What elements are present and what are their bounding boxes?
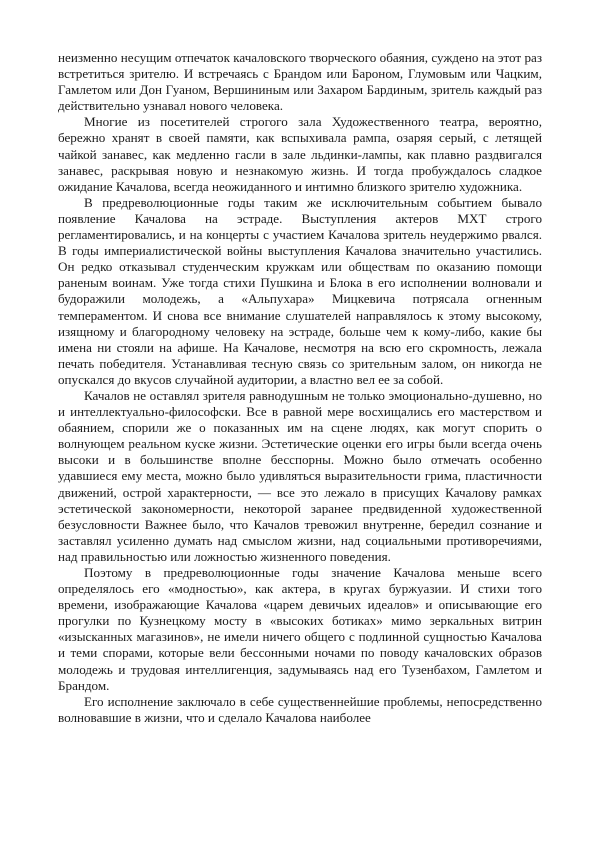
paragraph-2: Многие из посетителей строгого зала Художественного театра, вероятно, бережно хранят в своей памяти, как вспыхивала рампа, озаряя серый, с летящей чайкой занавес, как медленно гасли в зале льдинки-лампы, как плавно раздвигался занавес, раскрывая новую и незнакомую жизнь. И тогда пробуждалось сладкое ожидание Качалова, всегда неожиданного и интимно близкого зрителю художника.: [58, 114, 542, 194]
document-page: [58, 50, 542, 726]
paragraph-1: неизменно несущим отпечаток качаловского творческого обаяния, суждено на этот раз встретиться зрителю. И встречаясь с Брандом или Бароном, Глумовым или Чацким, Гамлетом или Дон Гуаном, Вершининым или Захаром Бардиным, зритель каждый раз действительно узнавал нового человека.: [58, 50, 542, 114]
paragraph-3: В предреволюционные годы таким же исключительным событием бывало появление Качалова на эстраде. Выступления актеров МХТ строго регламентировались, и на концерты с участием Качалова зритель неудержимо рвался. В годы империалистической войны выступления Качалова значительно участились. Он редко отказывал студенческим кружкам или обществам по оказанию помощи раненым воинам. Уже тогда стихи Пушкина и Блока в его исполнении волновали и будоражили молодежь, а «Альпухара» Мицкевича потрясала огненным темпераментом. И снова все внимание слушателей направлялось к этому высокому, изящному и благородному человеку на эстраде, больше чем к кому-либо, какие бы имена ни стояли на афише. На Качалове, несмотря на всю его скромность, лежала печать победителя. Устанавливая тесную связь со зрительным залом, он никогда не опускался до вкусов случайной аудитории, а властно вел ее за собой.: [58, 194, 542, 387]
paragraph-4: Качалов не оставлял зрителя равнодушным не только эмоционально-душевно, но и интеллектуально-философски. Все в равной мере восхищались его мастерством и обаянием, спорили же о показанных им на сцене людях, как могут спорить о волнующем реальном куске жизни. Эстетические оценки его игры были всегда очень высоки и в большинстве вполне бесспорны. Можно было отмечать особенно удавшиеся ему места, можно было удивляться выразительности грима, пластичности движений, острой характерности, — все это лежало в присущих Качалову рамках эстетической закономерности, некоторой заранее предвиденной художественной безусловности Важнее было, что Качалов тревожил внутренне, бередил сознание и заставлял усиленно думать над смыслом жизни, над социальными противоречиями, над правильностью или ложностью жизненного поведения.: [58, 387, 542, 564]
paragraph-5: Поэтому в предреволюционные годы значение Качалова меньше всего определялось его «модностью», как актера, в кругах буржуазии. И стихи того времени, изображающие Качалова «царем девичьих идеалов» и описывающие его прогулки по Кузнецкому мосту в «высоких ботиках» мимо зеркальных витрин «изысканных магазинов», не имели ничего общего с подлинной сущностью Качалова и теми спорами, которые вели бессонными ночами по поводу качаловских образов молодежь и трудовая интеллигенция, задумываясь над его Тузенбахом, Гамлетом и Брандом.: [58, 565, 542, 693]
paragraph-6: Его исполнение заключало в себе существеннейшие проблемы, непосредственно волновавшие в жизни, что и сделало Качалова наиболее: [58, 693, 542, 725]
